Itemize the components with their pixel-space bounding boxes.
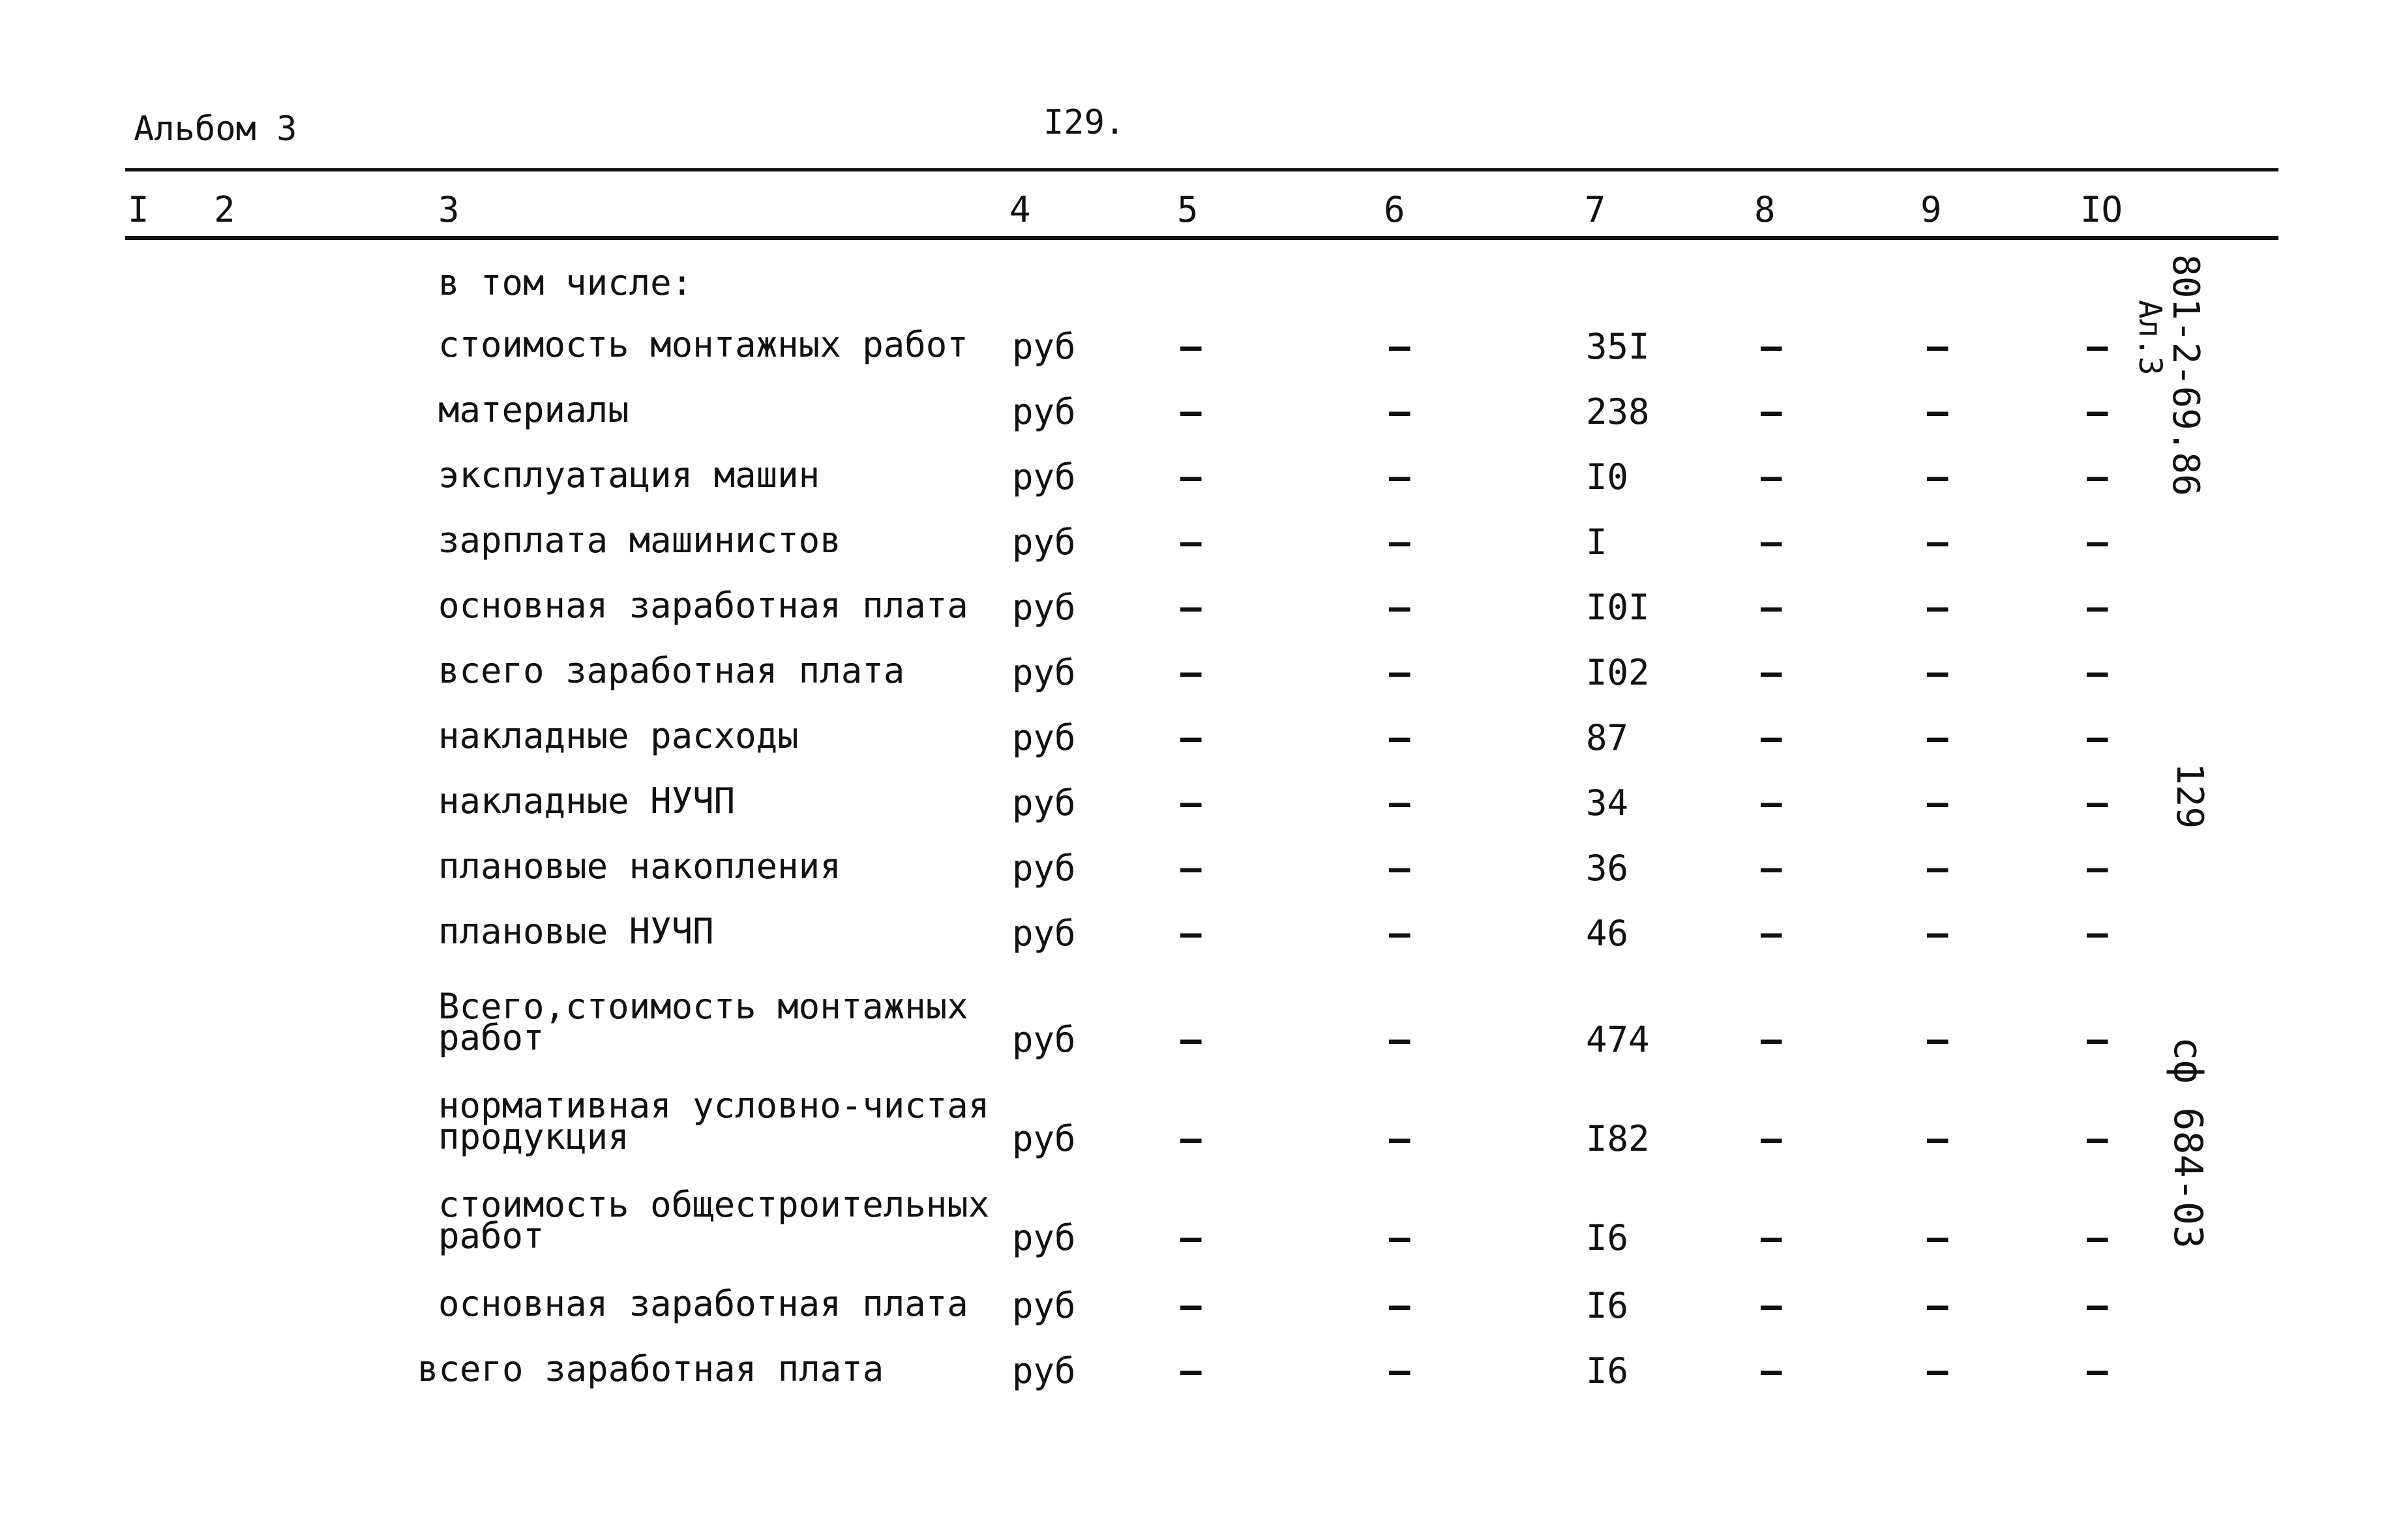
row-cell-unit: руб [1012, 782, 1076, 823]
doc-code-stamp [2132, 254, 2207, 496]
row-cell-unit: руб [1012, 391, 1076, 432]
row-cell-c6: – [1389, 522, 1410, 563]
column-header-10: IO [2080, 189, 2123, 230]
row-cell-unit: руб [1012, 326, 1076, 367]
row-description: стоимость монтажных работ [438, 324, 968, 365]
doc-code-line2: Ал.3 [2132, 300, 2168, 376]
row-cell-c5: – [1180, 456, 1202, 497]
row-cell-c8: – [1761, 587, 1782, 628]
row-cell-unit: руб [1012, 1350, 1076, 1391]
row-cell-c5: – [1180, 1285, 1202, 1326]
row-cell-c8: – [1761, 456, 1782, 497]
row-cell-c7: I [1586, 522, 1607, 563]
row-cell-c5: – [1180, 848, 1202, 889]
row-description: накладные расходы [438, 715, 799, 756]
row-cell-c6: – [1389, 848, 1410, 889]
row-cell-c5: – [1180, 1118, 1202, 1159]
column-header-5: 5 [1177, 189, 1199, 230]
row-cell-c5: – [1180, 652, 1202, 693]
row-cell-c9: – [1927, 652, 1948, 693]
row-cell-c6: – [1389, 1019, 1410, 1060]
row-cell-unit: руб [1012, 522, 1076, 563]
row-cell-c9: – [1927, 587, 1948, 628]
row-cell-c5: – [1180, 1350, 1202, 1391]
row-cell-c8: – [1761, 326, 1782, 367]
row-cell-c8: – [1761, 1118, 1782, 1159]
row-description: плановые накопления [438, 846, 841, 887]
table-top-rule [125, 168, 2278, 171]
row-cell-c8: – [1761, 652, 1782, 693]
doc-code-line1: 801-2-69.86 [2164, 254, 2207, 496]
row-cell-c10: – [2087, 1217, 2108, 1258]
column-header-9: 9 [1920, 189, 1942, 230]
row-cell-c10: – [2087, 652, 2108, 693]
row-cell-c6: – [1389, 913, 1410, 954]
row-cell-c8: – [1761, 848, 1782, 889]
row-cell-c6: – [1389, 782, 1410, 823]
column-header-7: 7 [1585, 189, 1606, 230]
row-cell-c10: – [2087, 587, 2108, 628]
row-cell-unit: руб [1012, 717, 1076, 758]
row-cell-unit: руб [1012, 1118, 1076, 1159]
row-cell-c10: – [2087, 1019, 2108, 1060]
row-cell-unit: руб [1012, 913, 1076, 954]
row-cell-c7: I82 [1586, 1118, 1650, 1159]
row-cell-c9: – [1927, 522, 1948, 563]
row-cell-c8: – [1761, 913, 1782, 954]
column-header-1: I [128, 189, 149, 230]
row-cell-c9: – [1927, 782, 1948, 823]
row-cell-c8: – [1761, 1217, 1782, 1258]
row-cell-c7: 474 [1586, 1019, 1650, 1060]
page-number: I29. [1043, 103, 1126, 142]
row-cell-c9: – [1927, 326, 1948, 367]
row-cell-c7: I6 [1586, 1350, 1629, 1391]
row-cell-c9: – [1927, 456, 1948, 497]
row-cell-c5: – [1180, 1217, 1202, 1258]
row-cell-c5: – [1180, 587, 1202, 628]
row-cell-c6: – [1389, 1217, 1410, 1258]
row-cell-c5: – [1180, 391, 1202, 432]
row-cell-c9: – [1927, 1350, 1948, 1391]
row-cell-c5: – [1180, 913, 1202, 954]
column-header-4: 4 [1009, 189, 1031, 230]
row-cell-c6: – [1389, 717, 1410, 758]
row-cell-c10: – [2087, 1118, 2108, 1159]
row-cell-c7: I6 [1586, 1285, 1629, 1326]
row-description: Всего,стоимость монтажных работ [438, 986, 968, 1058]
row-cell-c7: 36 [1586, 848, 1629, 889]
row-cell-c7: 35I [1586, 326, 1650, 367]
row-cell-c6: – [1389, 391, 1410, 432]
row-description: всего заработная плата [417, 1348, 884, 1389]
row-cell-c5: – [1180, 1019, 1202, 1060]
row-cell-c8: – [1761, 522, 1782, 563]
row-cell-c5: – [1180, 782, 1202, 823]
row-cell-c5: – [1180, 522, 1202, 563]
row-cell-c9: – [1927, 1217, 1948, 1258]
sheet-number-stamp: 129 [2168, 763, 2211, 829]
row-cell-c10: – [2087, 522, 2108, 563]
row-cell-c9: – [1927, 1019, 1948, 1060]
row-cell-unit: руб [1012, 1019, 1076, 1060]
row-description: материалы [438, 389, 629, 430]
row-cell-c7: I0I [1586, 587, 1650, 628]
row-description: стоимость общестроительных работ [438, 1184, 990, 1256]
column-header-3: 3 [438, 189, 460, 230]
row-description: всего заработная плата [438, 650, 905, 691]
row-cell-c7: 238 [1586, 391, 1650, 432]
row-cell-c10: – [2087, 1350, 2108, 1391]
row-cell-c7: 87 [1586, 717, 1629, 758]
row-cell-c6: – [1389, 326, 1410, 367]
row-cell-c10: – [2087, 326, 2108, 367]
row-description: основная заработная плата [438, 585, 968, 626]
row-cell-c8: – [1761, 1019, 1782, 1060]
row-description: плановые НУЧП [438, 911, 714, 952]
album-label: Альбом 3 [134, 110, 297, 149]
table-header-rule [125, 236, 2278, 240]
row-cell-unit: руб [1012, 1217, 1076, 1258]
column-header-6: 6 [1384, 189, 1405, 230]
row-description: основная заработная плата [438, 1283, 968, 1324]
row-cell-c8: – [1761, 717, 1782, 758]
row-cell-c6: – [1389, 1350, 1410, 1391]
row-cell-c7: 46 [1586, 913, 1629, 954]
row-cell-c10: – [2087, 782, 2108, 823]
row-cell-c9: – [1927, 848, 1948, 889]
row-cell-c9: – [1927, 1285, 1948, 1326]
row-description: эксплуатация машин [438, 454, 820, 496]
row-cell-unit: руб [1012, 456, 1076, 497]
row-cell-c5: – [1180, 717, 1202, 758]
row-cell-c5: – [1180, 326, 1202, 367]
row-cell-c7: I0 [1586, 456, 1629, 497]
row-cell-c6: – [1389, 1118, 1410, 1159]
row-cell-c7: I02 [1586, 652, 1650, 693]
row-cell-c9: – [1927, 391, 1948, 432]
row-cell-c8: – [1761, 1285, 1782, 1326]
row-cell-c10: – [2087, 456, 2108, 497]
row-cell-c7: I6 [1586, 1217, 1629, 1258]
row-cell-c9: – [1927, 717, 1948, 758]
row-cell-c6: – [1389, 652, 1410, 693]
row-cell-c10: – [2087, 717, 2108, 758]
row-cell-unit: руб [1012, 587, 1076, 628]
row-description: нормативная условно-чистая продукция [438, 1085, 990, 1157]
row-description: накладные НУЧП [438, 780, 736, 822]
row-cell-c9: – [1927, 1118, 1948, 1159]
row-cell-c6: – [1389, 456, 1410, 497]
row-cell-c8: – [1761, 1350, 1782, 1391]
column-header-8: 8 [1754, 189, 1776, 230]
row-cell-c6: – [1389, 1285, 1410, 1326]
column-header-2: 2 [214, 189, 235, 230]
row-description: зарплата машинистов [438, 520, 841, 561]
row-cell-c8: – [1761, 782, 1782, 823]
row-cell-c7: 34 [1586, 782, 1629, 823]
row-cell-c10: – [2087, 848, 2108, 889]
row-cell-c10: – [2087, 1285, 2108, 1326]
form-code-stamp: сф 684-03 [2165, 1037, 2211, 1249]
row-cell-c8: – [1761, 391, 1782, 432]
row-cell-c10: – [2087, 913, 2108, 954]
row-cell-c6: – [1389, 587, 1410, 628]
row-cell-unit: руб [1012, 1285, 1076, 1326]
row-cell-c10: – [2087, 391, 2108, 432]
row-cell-unit: руб [1012, 848, 1076, 889]
row-cell-unit: руб [1012, 652, 1076, 693]
row-description: в том числе: [438, 262, 693, 303]
row-cell-c9: – [1927, 913, 1948, 954]
